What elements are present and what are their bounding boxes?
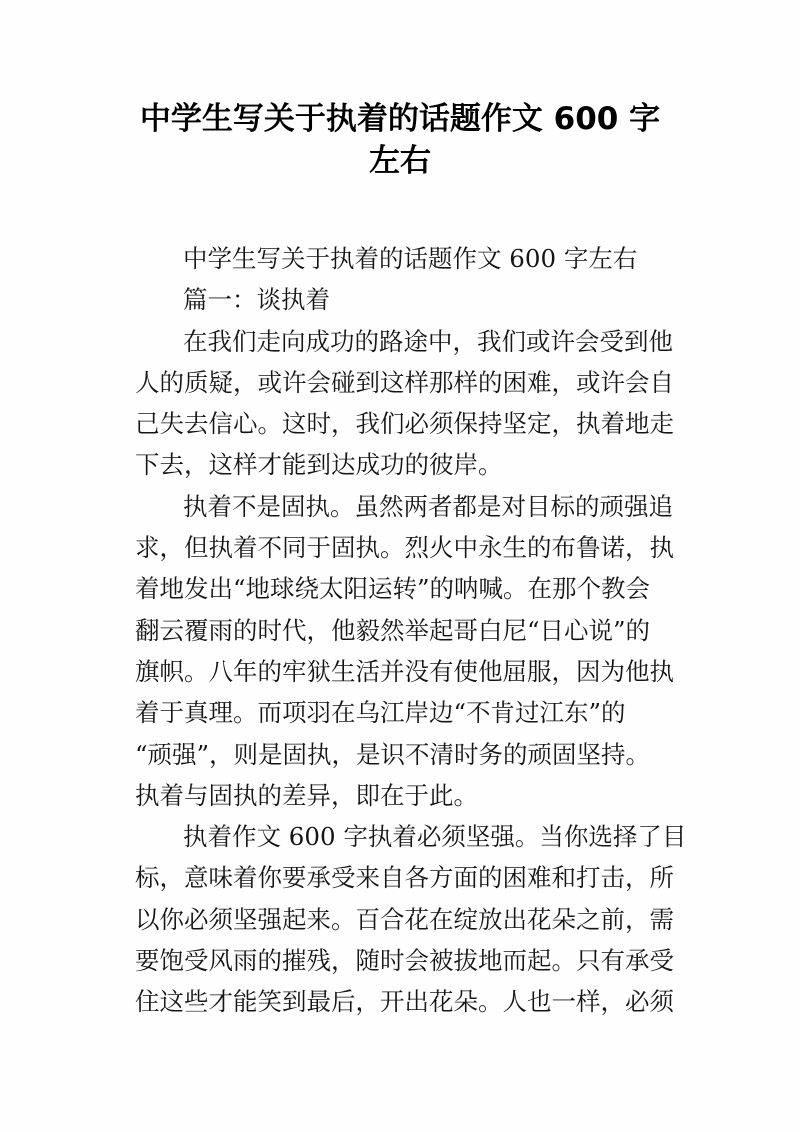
body-line: 以你必须坚强起来。百合花在绽放出花朵之前，需: [135, 904, 674, 934]
body-line: 执着不是固执。虽然两者都是对目标的顽强追: [183, 491, 673, 521]
section-heading: 篇一：谈执着: [183, 285, 330, 315]
body-line: 住这些才能笑到最后，开出花朵。人也一样，必须: [135, 987, 674, 1017]
document-title: [120, 98, 680, 182]
subtitle: 中学生写关于执着的话题作文 600 字左右: [183, 244, 638, 273]
body-line: 着于真理。而项羽在乌江岸边“不肯过江东”的: [135, 698, 626, 728]
body-line: 旗帜。八年的牢狱生活并没有使他屈服，因为他执: [135, 656, 674, 686]
document-body: [135, 238, 687, 1023]
body-line: 人的质疑，或许会碰到这样那样的困难，或许会自: [135, 367, 674, 397]
body-line: 翻云覆雨的时代，他毅然举起哥白尼“日心说”的: [135, 615, 651, 645]
body-line: 执着与固执的差异，即在于此。: [135, 780, 478, 810]
body-line: 执着作文 600 字执着必须坚强。当你选择了目: [183, 822, 687, 852]
body-line: 要饱受风雨的摧残，随时会被拔地而起。只有承受: [135, 946, 674, 976]
title-line-2: 左右: [369, 143, 431, 179]
body-line: 己失去信心。这时，我们必须保持坚定，执着地走: [135, 409, 674, 439]
body-line: 标，意味着你要承受来自各方面的困难和打击，所: [135, 863, 674, 893]
body-line: “顽强”，则是固执，是识不清时务的顽固坚持。: [135, 739, 651, 769]
body-line: 下去，这样才能到达成功的彼岸。: [135, 450, 503, 480]
body-line: 着地发出“地球绕太阳运转”的呐喊。在那个教会: [135, 574, 651, 604]
body-line: 求，但执着不同于固执。烈火中永生的布鲁诺，执: [135, 533, 674, 563]
body-line: 在我们走向成功的路途中，我们或许会受到他: [183, 326, 673, 356]
title-line-1: 中学生写关于执着的话题作文 600 字: [139, 101, 661, 137]
